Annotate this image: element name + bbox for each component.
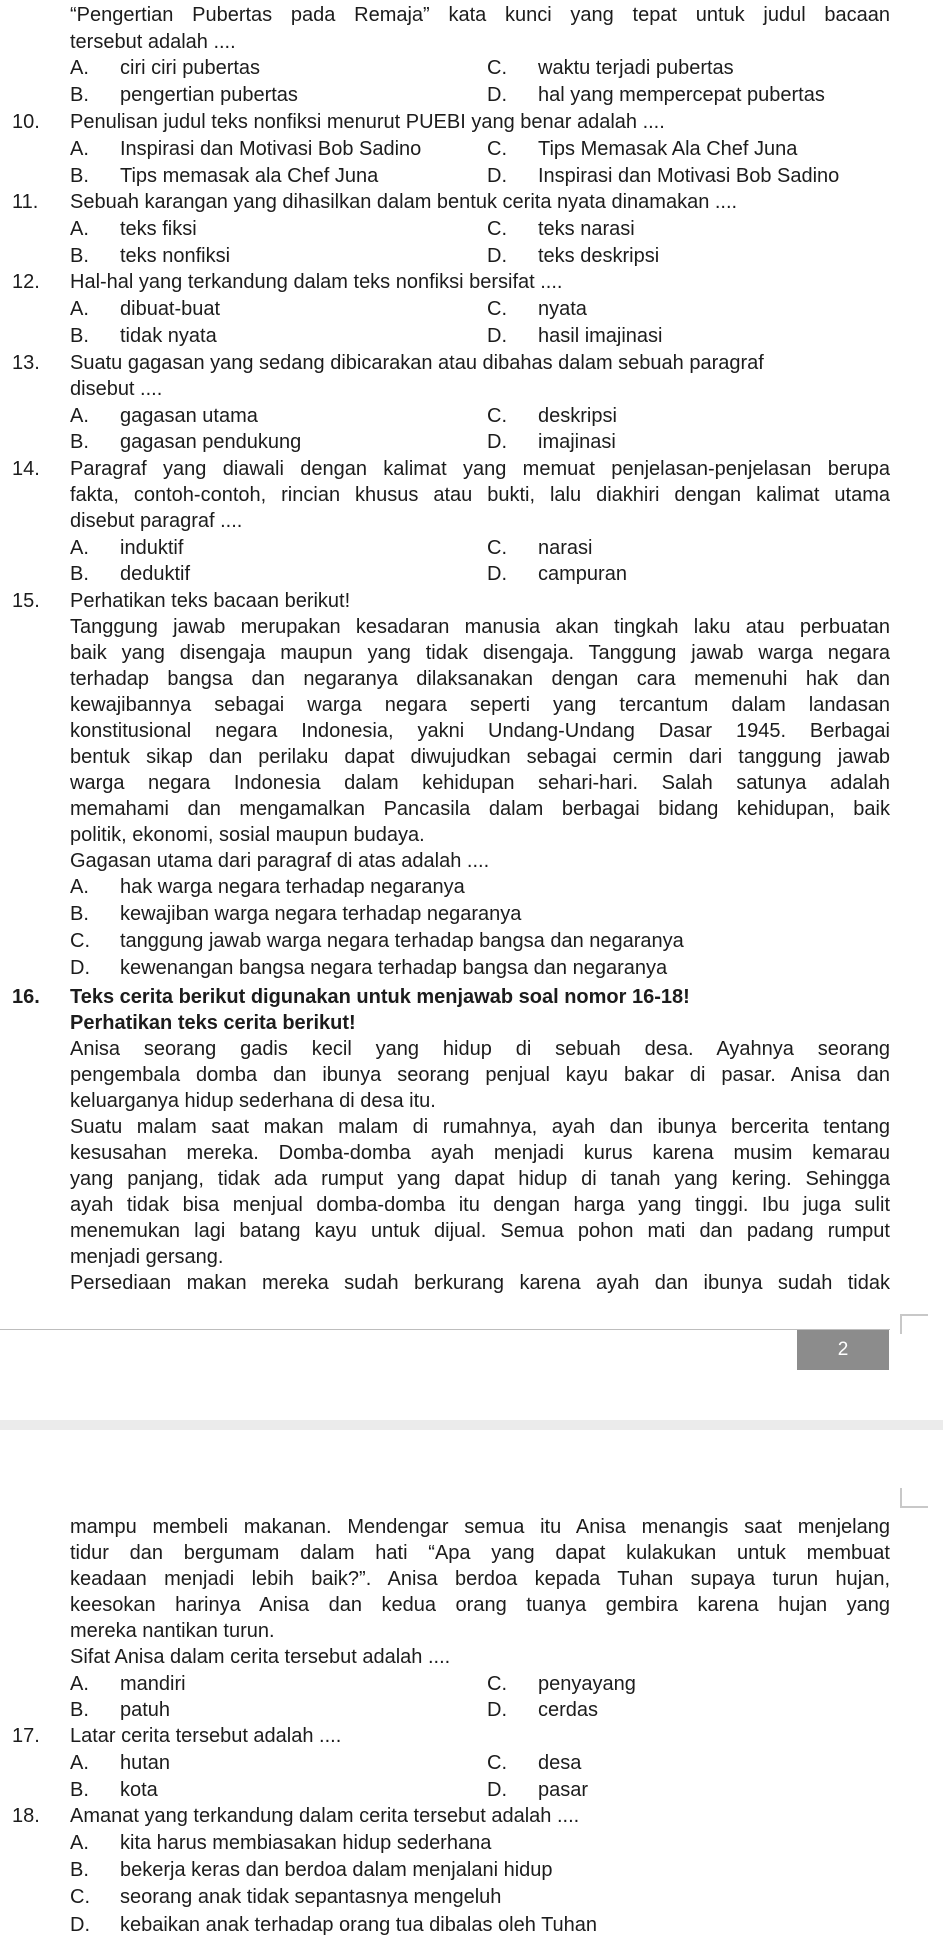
option-text: narasi	[538, 537, 593, 559]
option-text: nyata	[538, 298, 587, 320]
option-letter: D.	[487, 1779, 507, 1801]
option-text: hal yang mempercepat pubertas	[538, 84, 825, 106]
option-text: deskripsi	[538, 405, 617, 427]
story-paragraph-line: menemukan lagi batang kayu untuk dijual. Semua pohon mati dan padang rumput	[70, 1220, 890, 1242]
option-text: gagasan pendukung	[120, 431, 302, 453]
option-letter: D.	[487, 563, 507, 585]
q10-text: Penulisan judul teks nonfiksi menurut PUEBI yang benar adalah ....	[70, 111, 665, 133]
option-letter: B.	[70, 165, 89, 187]
option-letter: B.	[70, 245, 89, 267]
q13-number: 13.	[12, 352, 40, 374]
option-text: waktu terjadi pubertas	[538, 57, 734, 79]
option-letter: A.	[70, 405, 89, 427]
option-letter: A.	[70, 1832, 89, 1854]
q15-paragraph-line: kewajibannya sebagai warga negara seperti yang tercantum dalam landasan	[70, 694, 890, 716]
option-letter: C.	[487, 1673, 507, 1695]
option-letter: B.	[70, 1779, 89, 1801]
option-letter: C.	[70, 1886, 90, 1908]
option-text: hak warga negara terhadap negaranya	[120, 876, 465, 898]
option-letter: A.	[70, 298, 89, 320]
option-letter: D.	[487, 1699, 507, 1721]
story-paragraph-last: keluarganya hidup sederhana di desa itu.	[70, 1090, 436, 1112]
option-letter: C.	[487, 537, 507, 559]
option-letter: A.	[70, 876, 89, 898]
option-text: pasar	[538, 1779, 589, 1801]
option-text: ciri ciri pubertas	[120, 57, 261, 79]
option-text: mandiri	[120, 1673, 186, 1695]
option-text: kewajiban warga negara terhadap negaranya	[120, 903, 522, 925]
q16-question: Sifat Anisa dalam cerita tersebut adalah ....	[70, 1646, 451, 1668]
option-text: kita harus membiasakan hidup sederhana	[120, 1832, 492, 1854]
option-text: Inspirasi dan Motivasi Bob Sadino	[120, 138, 422, 160]
option-text: pengertian pubertas	[120, 84, 298, 106]
option-letter: D.	[487, 245, 507, 267]
q18-number: 18.	[12, 1805, 40, 1827]
q14-text-line3: disebut paragraf ....	[70, 510, 243, 532]
q15-paragraph-line: bentuk sikap dan perilaku dapat diwujudkan sebagai cermin dari tanggung jawab	[70, 746, 890, 768]
option-text: induktif	[120, 537, 184, 559]
option-letter: B.	[70, 431, 89, 453]
option-letter: A.	[70, 1752, 89, 1774]
story-heading: Perhatikan teks cerita berikut!	[70, 1012, 356, 1034]
q17-number: 17.	[12, 1725, 40, 1747]
option-text: campuran	[538, 563, 627, 585]
option-text: teks narasi	[538, 218, 635, 240]
q11-text: Sebuah karangan yang dihasilkan dalam bentuk cerita nyata dinamakan ....	[70, 191, 738, 213]
option-letter: A.	[70, 138, 89, 160]
story-paragraph-last: mereka nantikan turun.	[70, 1620, 275, 1642]
q16-number: 16.	[12, 986, 40, 1008]
q15-paragraph-line: terhadap bangsa dan negaranya dilaksanakan dengan cara memenuhi hak dan	[70, 668, 890, 690]
option-text: gagasan utama	[120, 405, 258, 427]
option-text: bekerja keras dan berdoa dalam menjalani hidup	[120, 1859, 553, 1881]
option-text: hutan	[120, 1752, 171, 1774]
option-text: deduktif	[120, 563, 191, 585]
q15-paragraph-last: politik, ekonomi, sosial maupun budaya.	[70, 824, 425, 846]
option-letter: C.	[487, 1752, 507, 1774]
q12-number: 12.	[12, 271, 40, 293]
option-letter: A.	[70, 57, 89, 79]
story-paragraph-line: pengembala domba dan ibunya seorang penjual kayu bakar di pasar. Anisa dan	[70, 1064, 890, 1086]
story-paragraph-line: Anisa seorang gadis kecil yang hidup di sebuah desa. Ayahnya seorang	[70, 1038, 890, 1060]
option-text: tidak nyata	[120, 325, 217, 347]
option-text: cerdas	[538, 1699, 599, 1721]
option-letter: D.	[70, 1914, 90, 1936]
option-text: teks deskripsi	[538, 245, 660, 267]
q13-text-line2: disebut ....	[70, 378, 163, 400]
option-letter: C.	[70, 930, 90, 952]
option-letter: C.	[487, 57, 507, 79]
option-letter: C.	[487, 298, 507, 320]
option-text: Inspirasi dan Motivasi Bob Sadino	[538, 165, 840, 187]
page-number-badge: 2	[797, 1330, 889, 1370]
q14-text-line1: Paragraf yang diawali dengan kalimat yang memuat penjelasan-penjelasan berupa	[70, 458, 890, 480]
story-paragraph-line: Suatu malam saat makan malam di rumahnya, ayah dan ibunya bercerita tentang	[70, 1116, 890, 1138]
option-text: patuh	[120, 1699, 171, 1721]
option-letter: B.	[70, 1859, 89, 1881]
option-letter: D.	[70, 957, 90, 979]
option-letter: C.	[487, 405, 507, 427]
option-letter: B.	[70, 84, 89, 106]
option-text: kebaikan anak terhadap orang tua dibalas oleh Tuhan	[120, 1914, 598, 1936]
crop-mark	[900, 1314, 928, 1334]
option-letter: A.	[70, 1673, 89, 1695]
option-letter: A.	[70, 537, 89, 559]
q13-text-line1: Suatu gagasan yang sedang dibicarakan atau dibahas dalam sebuah paragraf	[70, 352, 764, 374]
option-letter: D.	[487, 431, 507, 453]
option-text: desa	[538, 1752, 582, 1774]
q16-heading: Teks cerita berikut digunakan untuk menjawab soal nomor 16-18!	[70, 986, 690, 1008]
story-paragraph-line: tidur dan bergumam dalam hati “Apa yang dapat kulakukan untuk membuat	[70, 1542, 890, 1564]
q15-paragraph-line: baik yang disengaja maupun yang tidak disengaja. Tanggung jawab warga negara	[70, 642, 890, 664]
option-letter: C.	[487, 218, 507, 240]
q15-paragraph-line: warga negara Indonesia dalam kehidupan sehari-hari. Salah satunya adalah	[70, 772, 890, 794]
story-paragraph-line: keesokan harinya Anisa dan kedua orang tuanya gembira karena hujan yang	[70, 1594, 890, 1616]
q9-text-line2: tersebut adalah ....	[70, 31, 236, 53]
story-paragraph-line: kesusahan mereka. Domba-domba ayah menjadi kurus karena musim kemarau	[70, 1142, 890, 1164]
q15-question: Gagasan utama dari paragraf di atas adalah ....	[70, 850, 490, 872]
option-letter: B.	[70, 1699, 89, 1721]
q15-paragraph-line: memahami dan mengamalkan Pancasila dalam berbagai bidang kehidupan, baik	[70, 798, 890, 820]
document-page-2	[0, 1430, 943, 1943]
q17-text: Latar cerita tersebut adalah ....	[70, 1725, 342, 1747]
story-paragraph-line: keadaan menjadi lebih baik?”. Anisa berdoa kepada Tuhan supaya turun hujan,	[70, 1568, 890, 1590]
option-letter: C.	[487, 138, 507, 160]
q15-number: 15.	[12, 590, 40, 612]
story-paragraph-last: menjadi gersang.	[70, 1246, 224, 1268]
q11-number: 11.	[12, 191, 39, 213]
option-text: seorang anak tidak sepantasnya mengeluh	[120, 1886, 502, 1908]
option-text: teks fiksi	[120, 218, 197, 240]
option-text: Tips memasak ala Chef Juna	[120, 165, 379, 187]
story-paragraph-line: mampu membeli makanan. Mendengar semua itu Anisa menangis saat menjelang	[70, 1516, 890, 1538]
q18-text: Amanat yang terkandung dalam cerita tersebut adalah ....	[70, 1805, 580, 1827]
option-text: kota	[120, 1779, 158, 1801]
option-text: hasil imajinasi	[538, 325, 663, 347]
q10-number: 10.	[12, 111, 40, 133]
option-letter: A.	[70, 218, 89, 240]
option-text: tanggung jawab warga negara terhadap bangsa dan negaranya	[120, 930, 684, 952]
option-text: Tips Memasak Ala Chef Juna	[538, 138, 798, 160]
q12-text: Hal-hal yang terkandung dalam teks nonfiksi bersifat ....	[70, 271, 563, 293]
crop-mark	[900, 1488, 928, 1508]
story-paragraph-line: yang panjang, tidak ada rumput yang dapat hidup di tanah yang kering. Sehingga	[70, 1168, 890, 1190]
option-text: teks nonfiksi	[120, 245, 231, 267]
option-letter: D.	[487, 165, 507, 187]
option-text: imajinasi	[538, 431, 616, 453]
q15-paragraph-line: Tanggung jawab merupakan kesadaran manusia akan tingkah laku atau perbuatan	[70, 616, 890, 638]
q15-paragraph-line: konstitusional negara Indonesia, yakni Undang-Undang Dasar 1945. Berbagai	[70, 720, 890, 742]
option-letter: B.	[70, 563, 89, 585]
page-separator	[0, 1420, 943, 1430]
story-paragraph-line: ayah tidak bisa menjual domba-domba itu dengan harga yang tinggi. Ibu juga sulit	[70, 1194, 890, 1216]
footer-divider	[0, 1329, 890, 1330]
story-paragraph-line: Persediaan makan mereka sudah berkurang karena ayah dan ibunya sudah tidak	[70, 1272, 890, 1294]
q14-text-line2: fakta, contoh-contoh, rincian khusus atau bukti, lalu diakhiri dengan kalimat utama	[70, 484, 890, 506]
option-text: penyayang	[538, 1673, 636, 1695]
option-letter: B.	[70, 325, 89, 347]
q14-number: 14.	[12, 458, 40, 480]
q9-text-line1: “Pengertian Pubertas pada Remaja” kata kunci yang tepat untuk judul bacaan	[70, 4, 890, 26]
option-letter: D.	[487, 84, 507, 106]
option-text: kewenangan bangsa negara terhadap bangsa dan negaranya	[120, 957, 668, 979]
q15-heading: Perhatikan teks bacaan berikut!	[70, 590, 351, 612]
option-text: dibuat-buat	[120, 298, 221, 320]
option-letter: D.	[487, 325, 507, 347]
option-letter: B.	[70, 903, 89, 925]
